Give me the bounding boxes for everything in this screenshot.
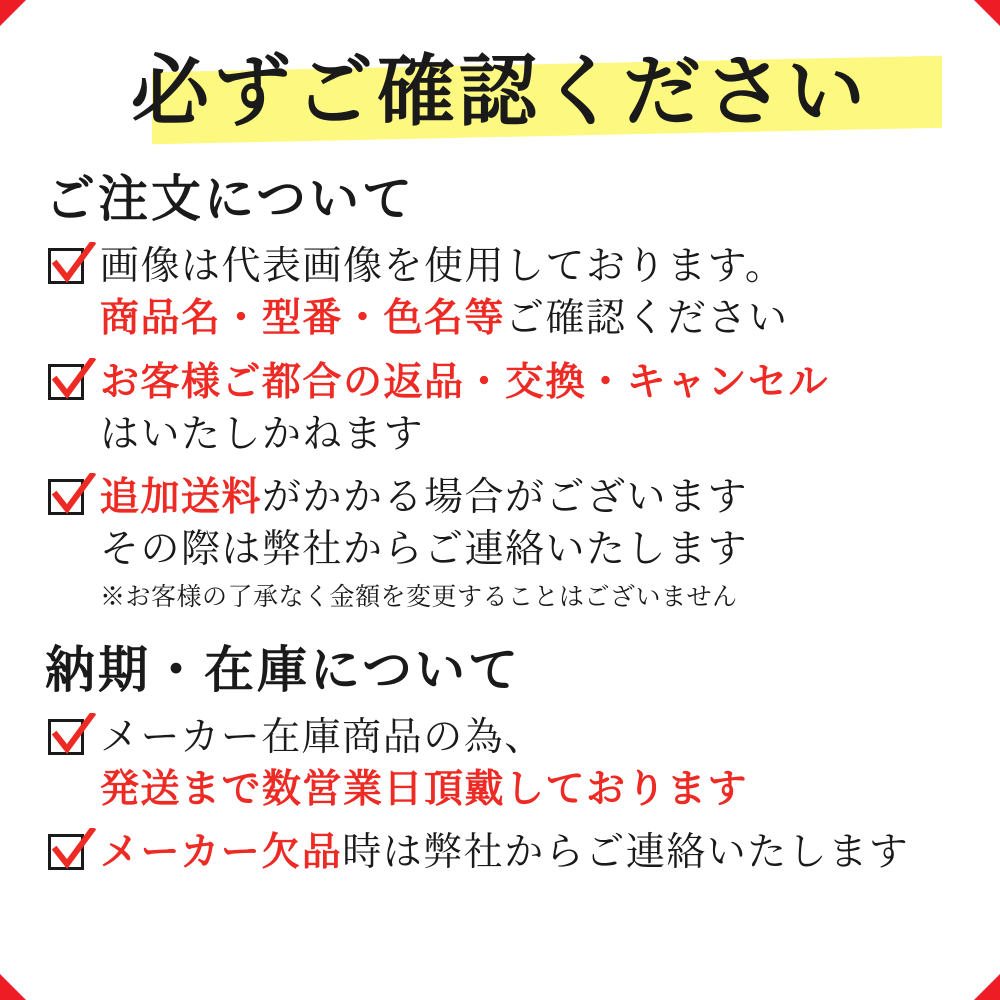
body-text: メーカー在庫商品の為、 — [100, 715, 545, 759]
section-heading: 納期・在庫について — [45, 641, 521, 698]
list-item-lines — [100, 712, 960, 816]
corner-decoration-bottom-right — [974, 974, 1000, 1000]
list-item — [48, 712, 960, 816]
list-item-line — [100, 524, 960, 576]
list-item-line — [100, 472, 960, 524]
list-item-lines — [100, 827, 960, 879]
list-item-lines — [100, 357, 960, 461]
section-items — [40, 712, 960, 880]
corner-decoration-top-left — [0, 0, 26, 26]
section-heading: ご注文について — [45, 171, 415, 227]
list-item-line — [100, 293, 960, 345]
emphasis-text: お客様ご都合の返品・交換・キャンセル — [100, 360, 830, 404]
checkbox-checked-icon — [48, 248, 90, 290]
notice-section — [40, 641, 960, 880]
notice-section — [40, 170, 960, 615]
body-text: 画像は代表画像を使用しております。 — [100, 245, 786, 288]
emphasis-text: 商品名・型番・色名等 — [100, 296, 506, 340]
list-item-lines — [100, 472, 960, 614]
page-title — [40, 40, 960, 148]
sections-container — [40, 170, 960, 879]
corner-decoration-bottom-left — [0, 974, 26, 1000]
list-item — [48, 827, 960, 879]
list-item — [48, 472, 960, 614]
body-text: はいたしかねます — [100, 412, 425, 456]
list-item — [48, 357, 960, 461]
section-items — [40, 241, 960, 615]
emphasis-text: 発送まで数営業日頂戴しております — [100, 767, 749, 811]
emphasis-text: メーカー欠品 — [100, 831, 343, 875]
checkbox-checked-icon — [48, 364, 90, 406]
list-item-line — [100, 357, 960, 409]
list-item-line — [100, 764, 960, 816]
corner-decoration-top-right — [974, 0, 1000, 26]
list-item-note: ※お客様の了承なく金額を変更することはございません — [100, 584, 738, 612]
emphasis-text: 追加送料 — [100, 476, 263, 520]
checkbox-checked-icon — [48, 834, 90, 876]
list-item — [48, 241, 960, 345]
page-title-text: 必ずご確認ください — [130, 48, 869, 135]
checkbox-checked-icon — [48, 479, 90, 521]
checkbox-checked-icon — [48, 719, 90, 761]
body-text: 時は弊社からご連絡いたします — [342, 831, 910, 875]
body-text: がかかる場合がございます — [262, 476, 749, 520]
list-item-line — [100, 827, 960, 879]
body-text: ご確認ください — [505, 296, 789, 340]
list-item-line — [100, 241, 960, 293]
list-item-line — [100, 712, 960, 764]
list-item-lines — [100, 241, 960, 345]
body-text: その際は弊社からご連絡いたします — [100, 528, 749, 572]
list-item-line — [100, 409, 960, 461]
